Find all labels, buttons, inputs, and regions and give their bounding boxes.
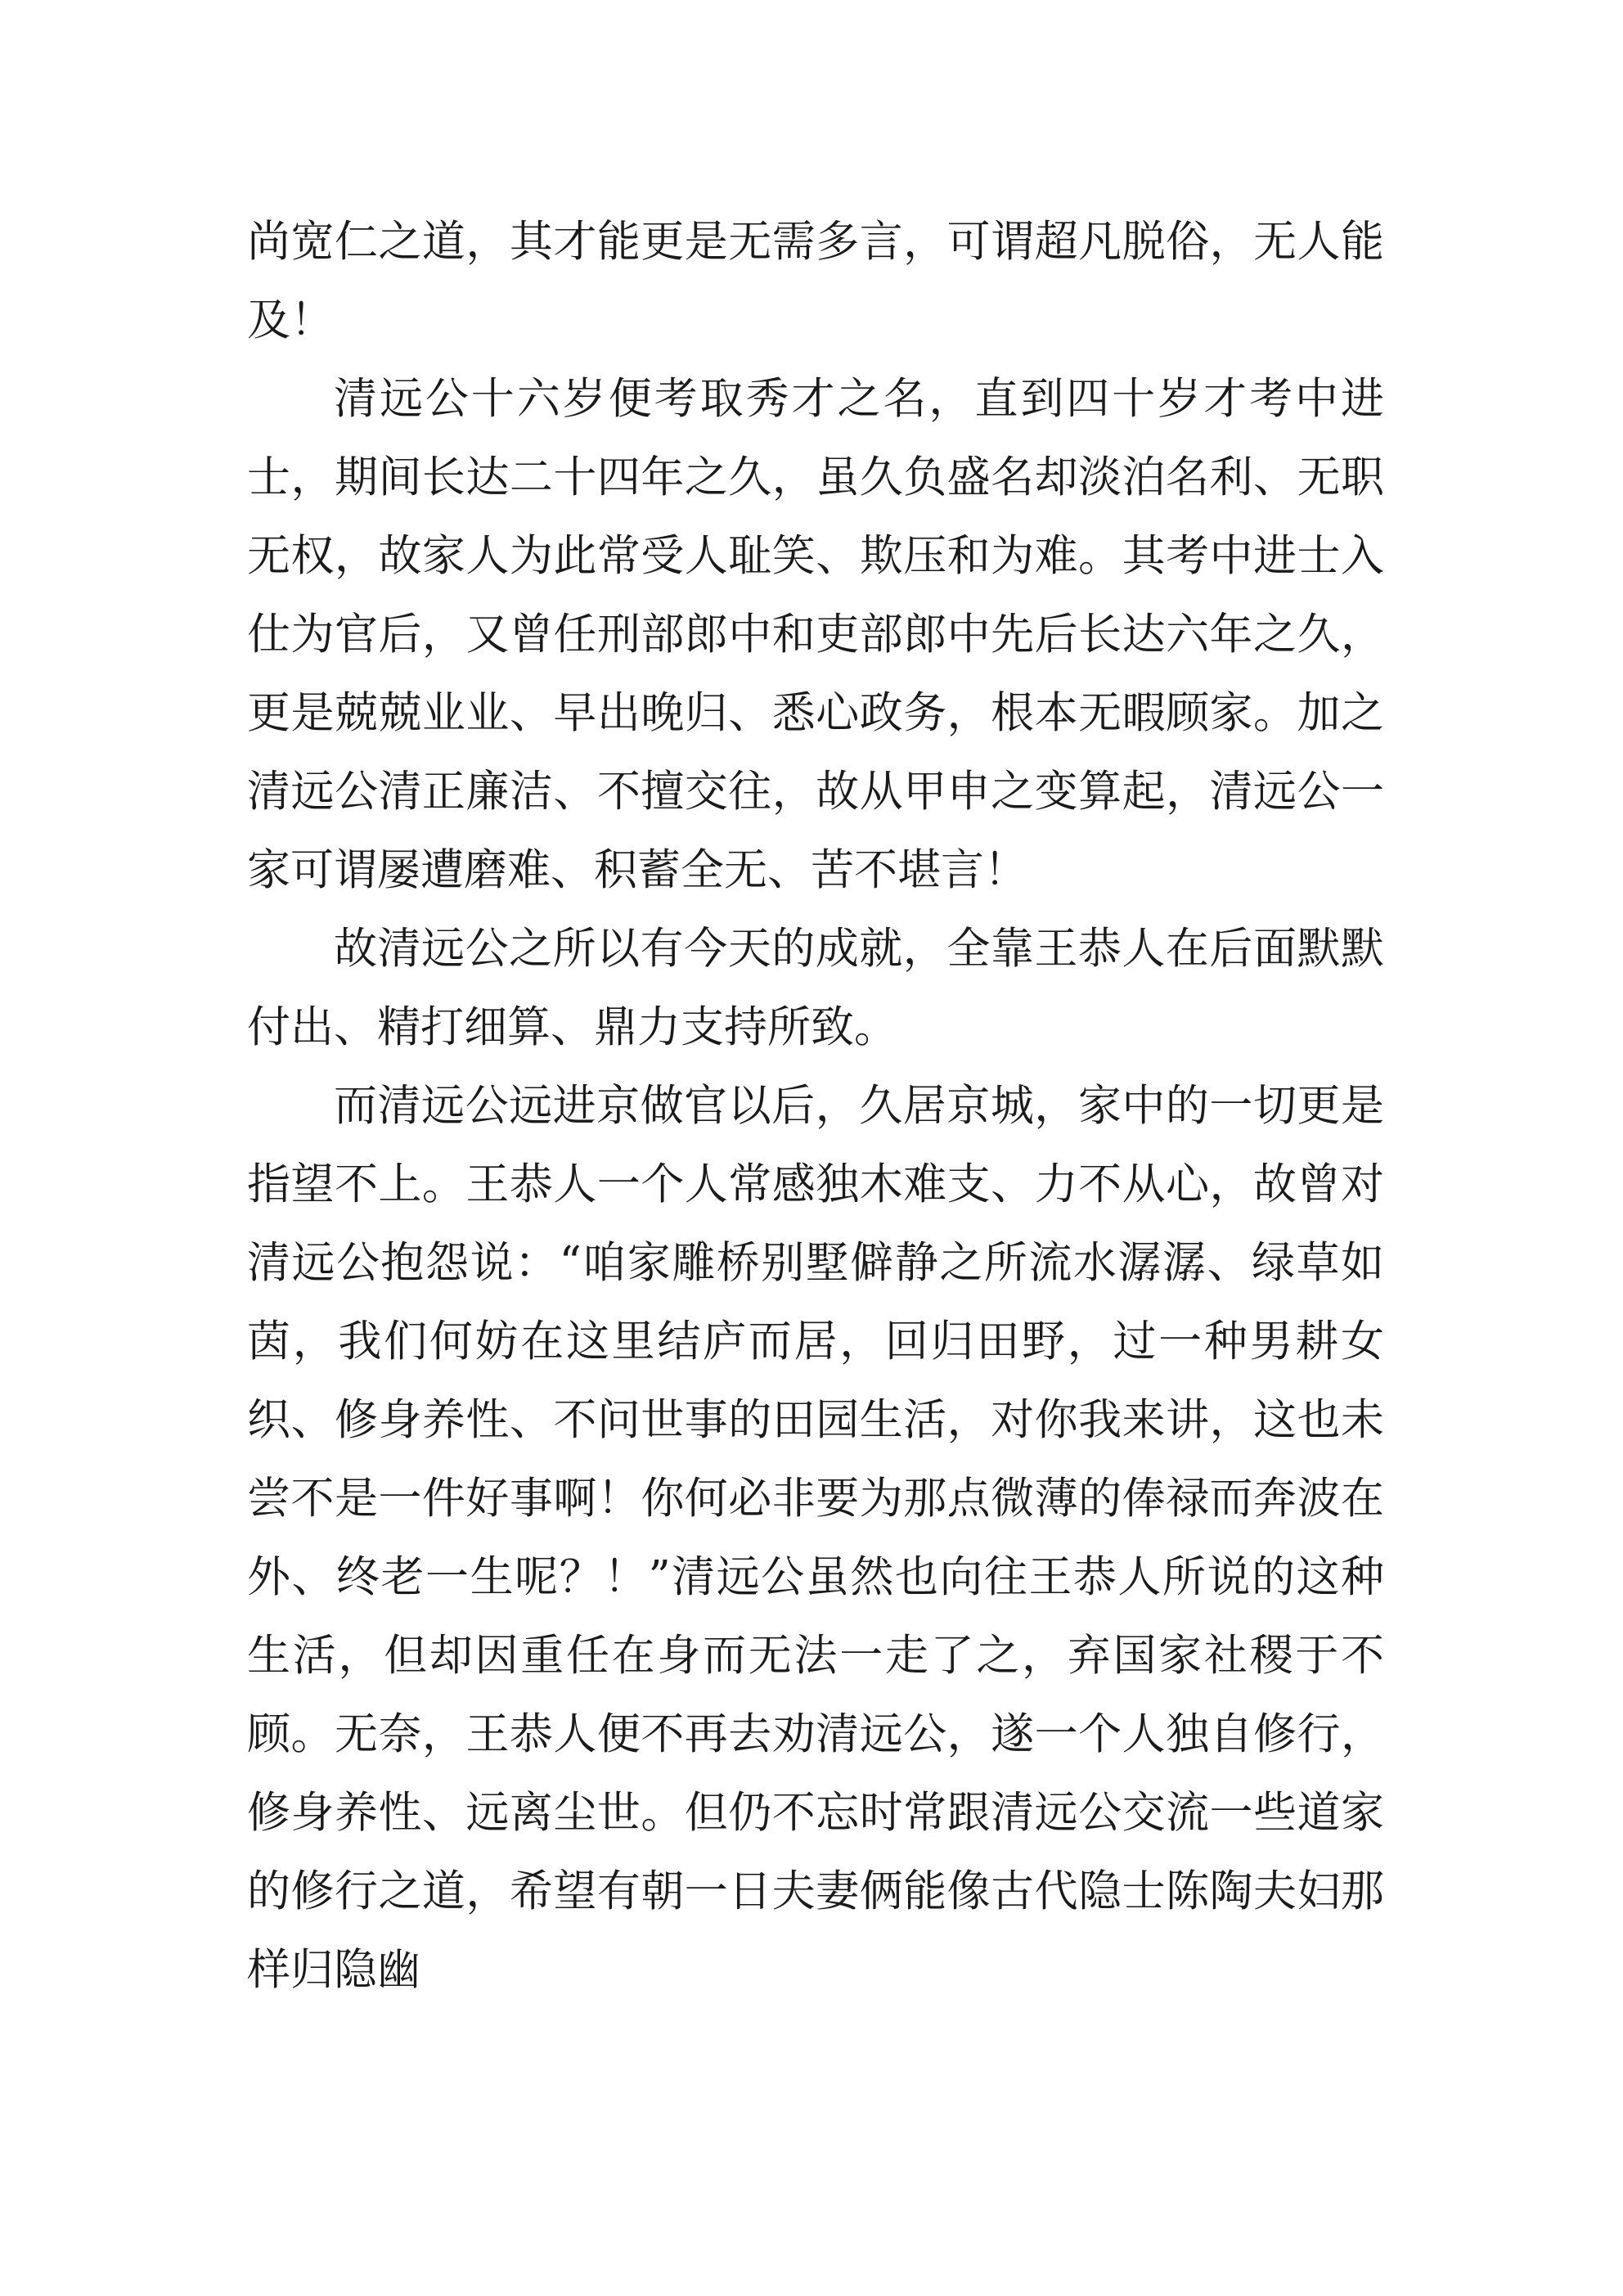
document-body <box>247 203 1384 2010</box>
paragraph-2: 清远公十六岁便考取秀才之名，直到四十岁才考中进士，期间长达二十四年之久，虽久负盛名却淡泊名利、无职无权，故家人为此常受人耻笑、欺压和为难。其考中进士入仕为官后，又曾任刑部郎中和吏部郎中先后长达六年之久，更是兢兢业业、早出晚归、悉心政务，根本无暇顾家。加之清远公清正廉洁、不擅交往，故从甲申之变算起，清远公一家可谓屡遭磨难、积蓄全无、苦不堪言！ <box>247 374 1384 895</box>
paragraph-4: 而清远公远进京做官以后，久居京城，家中的一切更是指望不上。王恭人一个人常感独木难支、力不从心，故曾对清远公抱怨说：“咱家雕桥别墅僻静之所流水潺潺、绿草如茵，我们何妨在这里结庐而居，回归田野，过一种男耕女织、修身养性、不问世事的田园生活，对你我来讲，这也未尝不是一件好事啊！你何必非要为那点微薄的俸禄而奔波在外、终老一生呢？！”清远公虽然也向往王恭人所说的这种生活，但却因重任在身而无法一走了之，弃国家社稷于不顾。无奈，王恭人便不再去劝清远公，遂一个人独自修行，修身养性、远离尘世。但仍不忘时常跟清远公交流一些道家的修行之道，希望有朝一日夫妻俩能像古代隐士陈陶夫妇那样归隐幽 <box>247 1081 1384 1995</box>
paragraph-1: 尚宽仁之道，其才能更是无需多言，可谓超凡脱俗，无人能及！ <box>247 217 1384 345</box>
paragraph-3: 故清远公之所以有今天的成就，全靠王恭人在后面默默付出、精打细算、鼎力支持所致。 <box>247 924 1384 1052</box>
